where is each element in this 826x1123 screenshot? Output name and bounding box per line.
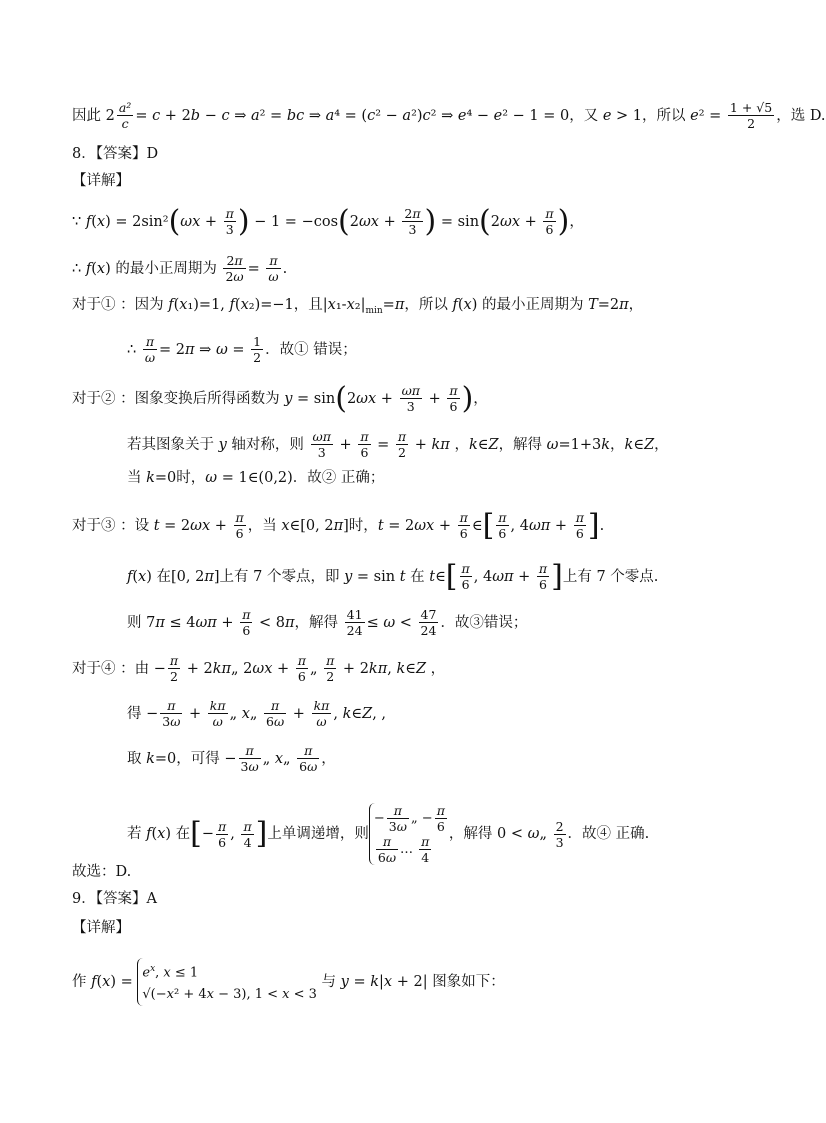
conclusion-line: 故选：D. — [72, 864, 132, 880]
solution-line-9: 若其图象关于 y 轴对称，则 $\frac{\omega\pi}{3}$ + $\frac{\pi}{6}$ = $\frac{\pi}{2}$ + kπ ，k∈Z，解得 ω=1+3k，k∈Z， — [127, 429, 669, 460]
solution-line-6: 对于① ：因为 f(x₁)=1, f(x₂)=−1，且$|x_1-x_2|_{min}=\pi$，所以 f(x) 的最小正周期为 T=2π， — [72, 297, 644, 316]
solution-line-14: 对于④ ：由 − $\frac{\pi}{2}$ + 2kπ„ 2ωx + $\frac{\pi}{6}$ „ $\frac{\pi}{2}$ + 2kπ, k∈Z ， — [72, 653, 446, 684]
detail-heading-9: 【详解】 — [72, 920, 130, 936]
solution-line-11: 对于③ ：设 t = 2ωx + $\frac{\pi}{6}$ ，当 x∈[0, 2π]时，t = 2ωx + $\frac{\pi}{6}$ ∈[ $\frac{\pi}{6}$ , 4ωπ + $\frac{\pi}{6}$ ]. — [72, 507, 605, 543]
solution-line-4: ∵ f(x) = 2sin²(ωx + $\frac{\pi}{3}$ ) − 1 = −cos(2ωx + $\frac{2\pi}{3}$ ) = sin(2ωx + $\frac{\pi}{6}$ )， — [72, 203, 584, 239]
solution-line-15: 得 − $\frac{\pi}{3\omega}$ + $\frac{k\pi}{\omega}$ „ x„ $\frac{\pi}{6\omega}$ + $\frac{k\pi}{\omega}$ , k∈Z, , — [127, 698, 387, 729]
solution-line-13: 则 7π ≤ 4ωπ + $\frac{\pi}{6}$ < 8π，解得 $\frac{41}{24}$ ≤ ω < $\frac{47}{24}$ ．故③错误； — [127, 607, 528, 638]
solution-line-16: 取 k=0，可得 − $\frac{\pi}{3\omega}$ „ x„ $\frac{\pi}{6\omega}$ ， — [127, 743, 336, 774]
detail-heading-8: 【详解】 — [72, 173, 130, 189]
solution-line-12: f(x) 在[0, 2π]上有 7 个零点，即 y = sin t 在 t∈[ $\frac{\pi}{6}$ , 4ωπ + $\frac{\pi}{6}$ ]上有 7 个零点. — [127, 558, 659, 594]
solution-line-21: 作 f(x) = $e^x$, x ≤ 1 √(−x² + 4x − 3), 1 < x < 3 与 y = k|x + 2| 图象如下： — [72, 958, 505, 1006]
solution-line-17: 若 f(x) 在[− $\frac{\pi}{6}$ , $\frac{\pi}{4}$ ]上单调递增，则 − $\frac{\pi}{3\omega}$ „ − $\frac{\pi}{6}$ $\frac{\pi}{6\omega}$ … $\frac{\pi}{4}$ ，解得 0 < ω„ $\frac{2}{3}$ ．故④ 正确. — [127, 803, 650, 865]
line-1-text: 因此 2 $\frac{\text{a²}}{c}$ = c + 2b − c ⇒ a² = bc ⇒ a⁴ = (c² − a²)c² ⇒ e⁴ − e² − 1 = 0，又 e > 1，所以 e² = $\frac{1 + √5}{2}$ ，选 D. — [72, 100, 826, 131]
solution-line-5: ∴ f(x) 的最小正周期为 $\frac{2\pi}{2\omega}$ = $\frac{\pi}{\omega}$ . — [72, 253, 288, 284]
solution-line-8: 对于② ：图象变换后所得函数为 y = sin(2ωx + $\frac{\omega\pi}{3}$ + $\frac{\pi}{6}$ )， — [72, 380, 488, 416]
solution-line-1 — [72, 100, 826, 131]
solution-line-7: ∴ $\frac{\pi}{\omega}$ = 2π ⇒ ω = $\frac{1}{2}$ ．故① 错误； — [127, 334, 357, 365]
answer-9-heading: 9．【答案】A — [72, 891, 157, 907]
answer-8-heading: 8．【答案】D — [72, 146, 159, 162]
solution-line-10: 当 k=0时，ω = 1∈(0,2)．故② 正确； — [127, 470, 385, 486]
